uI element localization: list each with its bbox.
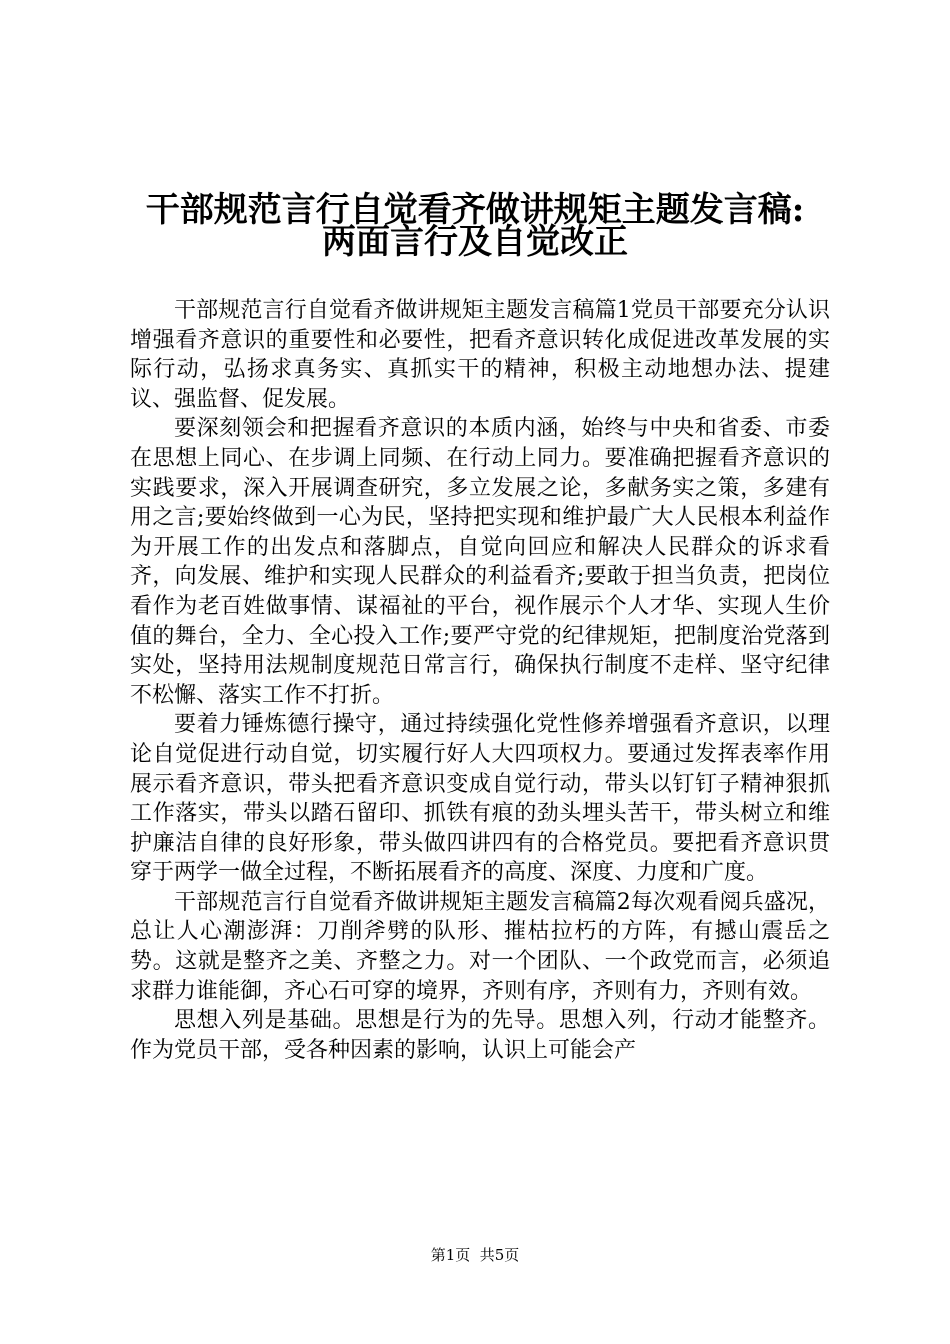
document-title-line-2: 两面言行及自觉改正 bbox=[322, 222, 628, 262]
document-title-line-1: 干部规范言行自觉看齐做讲规矩主题发言稿: bbox=[145, 190, 805, 230]
document-body bbox=[130, 296, 830, 1065]
page-footer: 第1页 共5页 bbox=[430, 1246, 520, 1264]
paragraph-5: 思想入列是基础。思想是行为的先导。思想入列，行动才能整齐。作为党员干部，受各种因素的影响，认识上可能会产 bbox=[130, 1008, 830, 1063]
paragraph-2: 要深刻领会和把握看齐意识的本质内涵，始终与中央和省委、市委在思想上同心、在步调上同频、在行动上同力。要准确把握看齐意识的实践要求，深入开展调查研究，多立发展之论，多献务实之策，多建有用之言;要始终做到一心为民，坚持把实现和维护最广大人民根本利益作为开展工作的出发点和落脚点，自觉向回应和解决人民群众的诉求看齐，向发展、维护和实现人民群众的利益看齐;要敢于担当负责，把岗位看作为老百姓做事情、谋福祉的平台，视作展示个人才华、实现人生价值的舞台，全力、全心投入工作;要严守党的纪律规矩，把制度治党落到实处，坚持用法规制度规范日常言行，确保执行制度不走样、坚守纪律不松懈、落实工作不打折。 bbox=[130, 416, 830, 708]
paragraph-4: 干部规范言行自觉看齐做讲规矩主题发言稿篇2每次观看阅兵盛况，总让人心潮澎湃：刀削斧劈的队形、摧枯拉朽的方阵，有撼山震岳之势。这就是整齐之美、齐整之力。对一个团队、一个政党而言，必须追求群力谁能御，齐心石可穿的境界，齐则有序，齐则有力，齐则有效。 bbox=[130, 889, 830, 1004]
paragraph-3: 要着力锤炼德行操守，通过持续强化党性修养增强看齐意识，以理论自觉促进行动自觉，切实履行好人大四项权力。要通过发挥表率作用展示看齐意识，带头把看齐意识变成自觉行动，带头以钉钉子精神狠抓工作落实，带头以踏石留印、抓铁有痕的劲头埋头苦干，带头树立和维护廉洁自律的良好形象，带头做四讲四有的合格党员。要把看齐意识贯穿于两学一做全过程，不断拓展看齐的高度、深度、力度和广度。 bbox=[130, 712, 830, 886]
paragraph-1: 干部规范言行自觉看齐做讲规矩主题发言稿篇1党员干部要充分认识增强看齐意识的重要性和必要性，把看齐意识转化成促进改革发展的实际行动，弘扬求真务实、真抓实干的精神，积极主动地想办法、提建议、强监督、促发展。 bbox=[130, 298, 830, 412]
